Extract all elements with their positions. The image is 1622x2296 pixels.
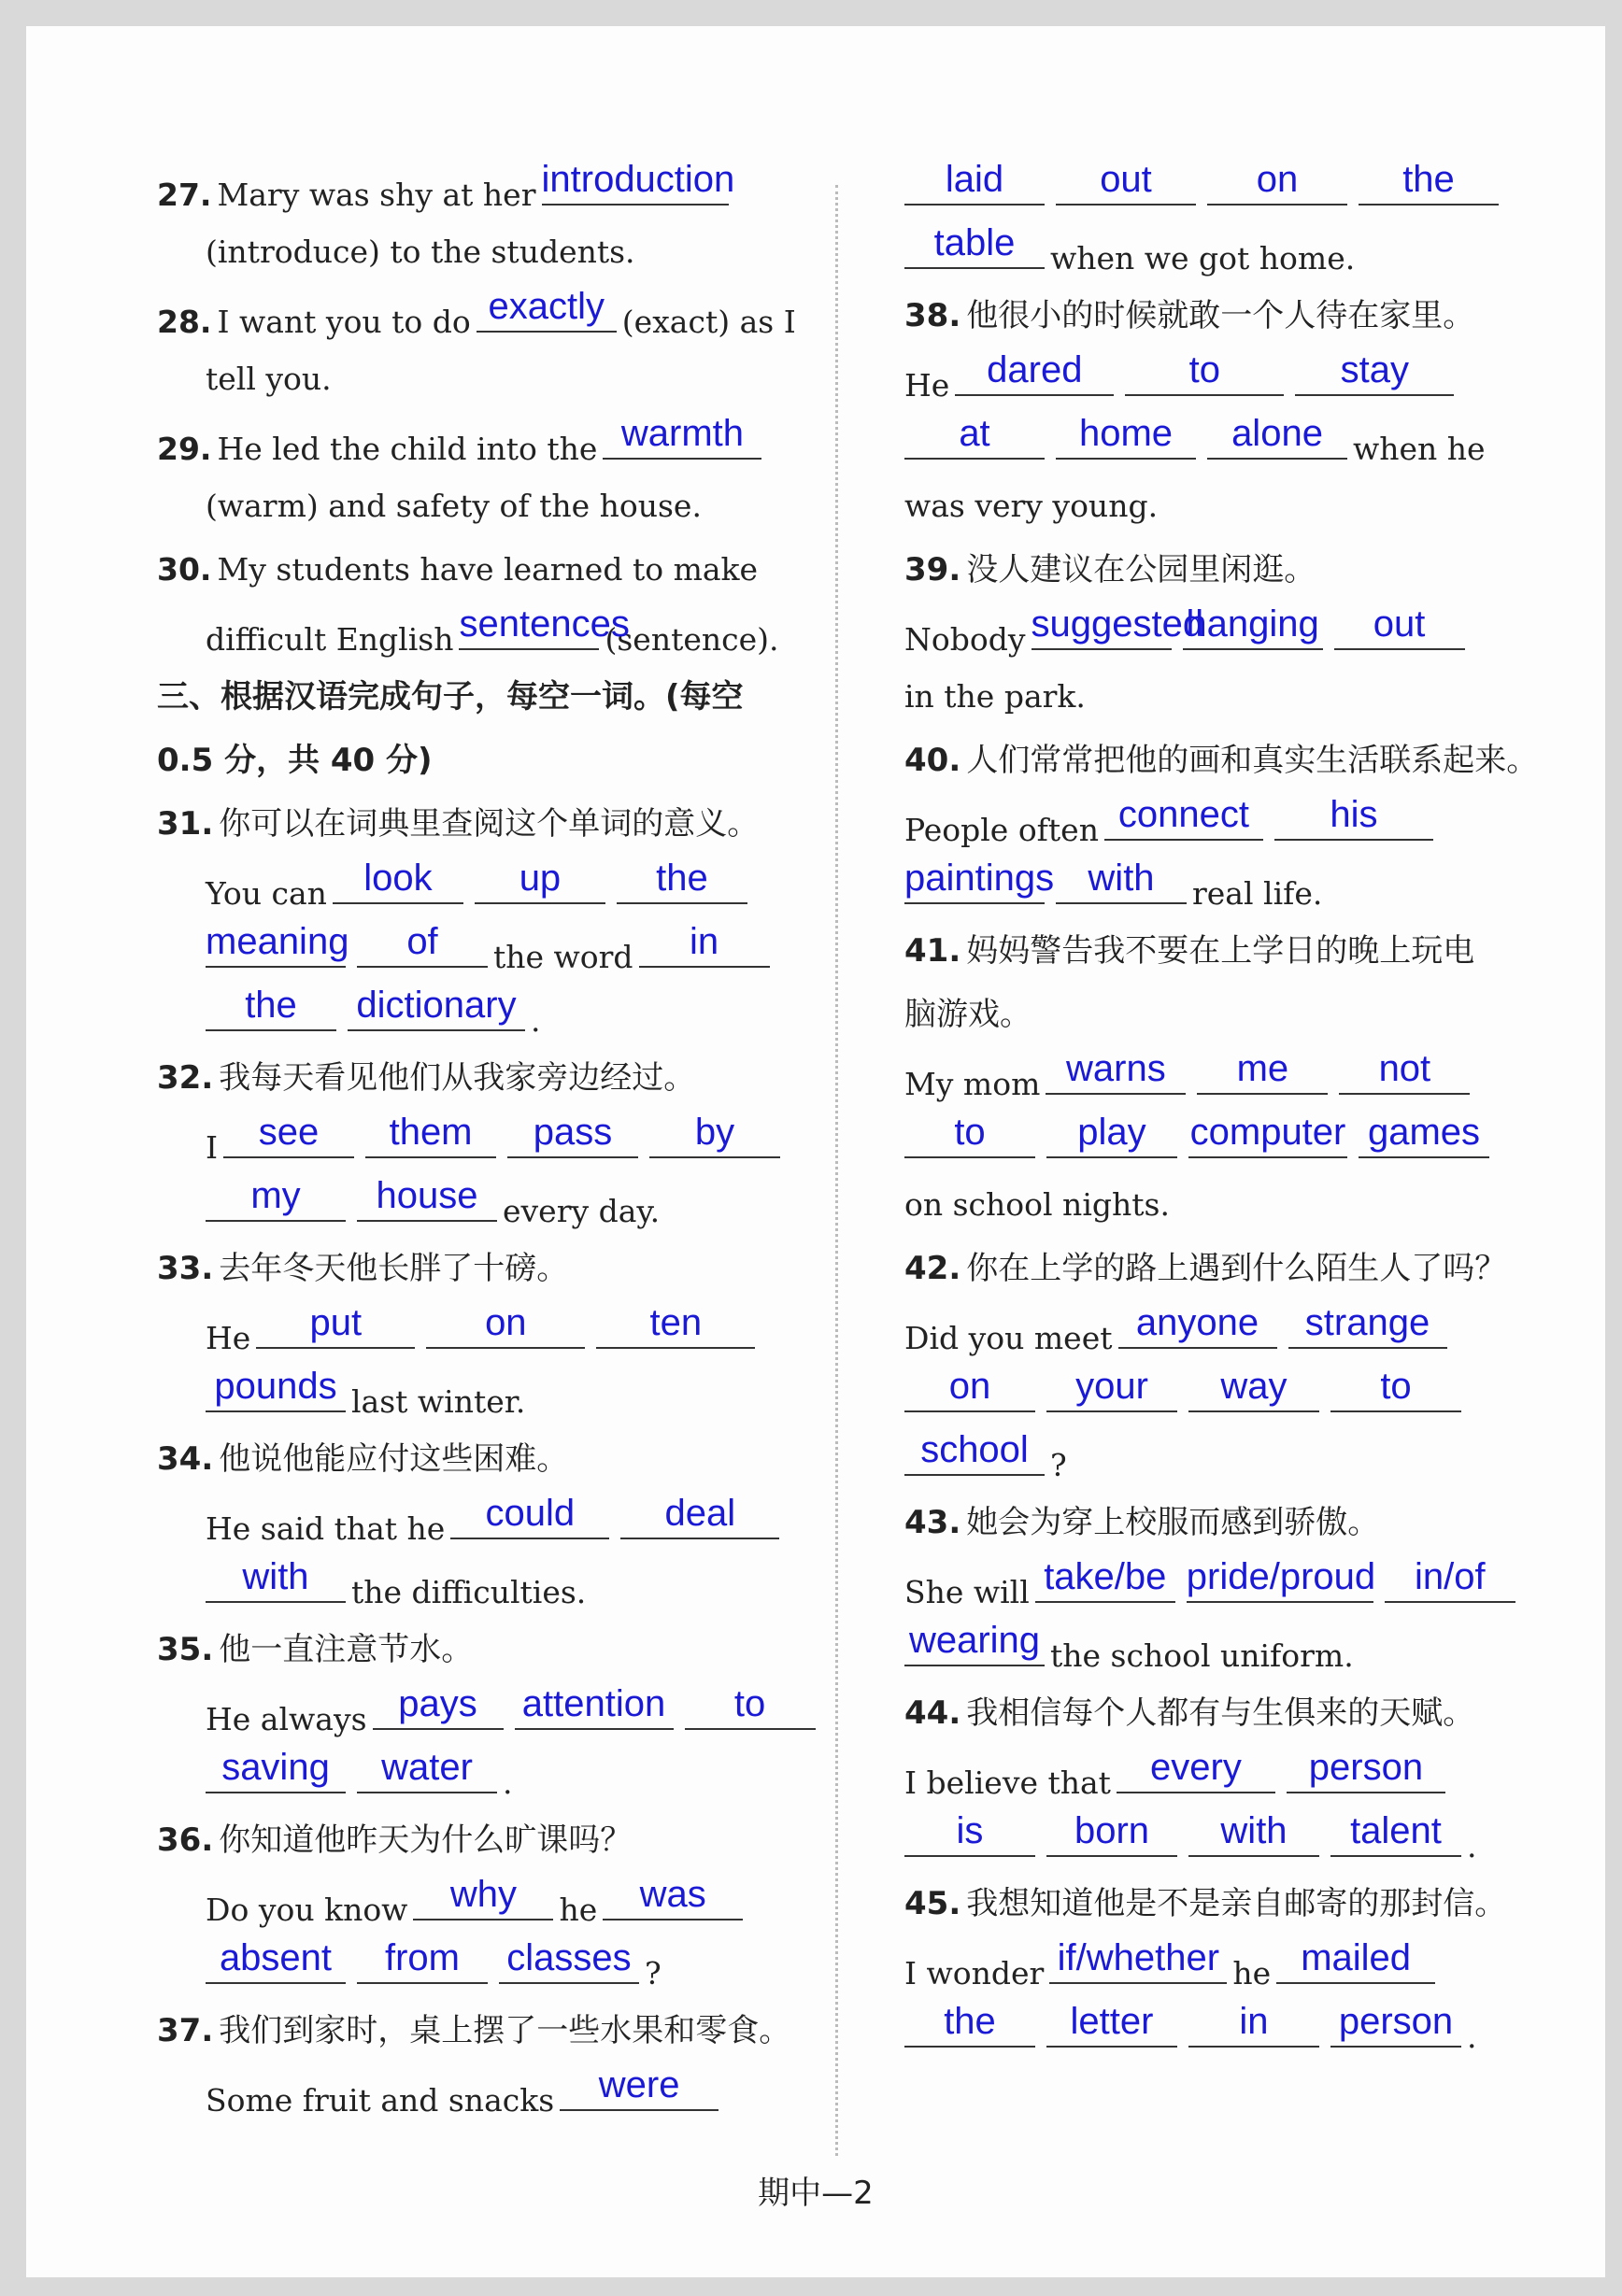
q37-line3: table when we got home. xyxy=(904,220,1549,284)
q38-line3: was very young. xyxy=(904,488,1159,524)
q31-line3: the dictionary . xyxy=(157,983,802,1046)
column-divider xyxy=(835,185,838,2156)
q33-line2: pounds last winter. xyxy=(157,1364,802,1427)
q39-line2: in the park. xyxy=(904,678,1086,715)
worksheet-page xyxy=(26,26,1605,2277)
answer-blank: pass xyxy=(507,1110,638,1158)
answer-blank: look xyxy=(333,856,463,904)
answer-blank: to xyxy=(1125,347,1284,396)
answer-blank: not xyxy=(1339,1046,1470,1095)
answer-blank: meaning xyxy=(206,919,346,968)
q33-cn: 33. 去年冬天他长胖了十磅。 xyxy=(157,1250,569,1287)
q41-line1: My mom warns me not xyxy=(904,1046,1549,1110)
answer-blank: pays xyxy=(373,1681,504,1730)
q44-cn: 44. 我相信每个人都有与生俱来的天赋。 xyxy=(904,1694,1475,1732)
answer-blank: connect xyxy=(1104,792,1263,841)
q31-line2: meaning of the word in xyxy=(157,919,802,983)
answer-blank: person xyxy=(1287,1745,1445,1793)
answer-blank: from xyxy=(357,1935,488,1984)
answer-blank: alone xyxy=(1207,411,1347,460)
answer-blank: me xyxy=(1197,1046,1328,1095)
answer-blank: dared xyxy=(955,347,1114,396)
q41-line2 xyxy=(904,1110,1549,1173)
q28-line1: 28. I want you to do exactly (exact) as I xyxy=(157,286,796,340)
right-column xyxy=(904,157,1549,2062)
q44-line2: is born with talent . xyxy=(904,1808,1549,1872)
answer-blank: house xyxy=(357,1173,497,1222)
q34-line2: with the difficulties. xyxy=(157,1554,802,1618)
answer-blank: with xyxy=(1188,1808,1319,1857)
answer-blank: on xyxy=(1207,157,1347,206)
q42-line1: Did you meet anyone strange xyxy=(904,1300,1549,1364)
answer-blank: anyone xyxy=(1118,1300,1277,1349)
q35-line2: saving water . xyxy=(157,1745,802,1808)
answer-blank: was xyxy=(603,1872,743,1920)
q27-line2: (introduce) to the students. xyxy=(206,234,635,270)
answer-blank: exactly xyxy=(477,284,617,333)
q37-cn: 37. 我们到家时，桌上摆了一些水果和零食。 xyxy=(157,2012,791,2049)
answer-blank: put xyxy=(256,1300,415,1349)
answer-blank: with xyxy=(206,1554,346,1603)
q37-line1: Some fruit and snacks were xyxy=(157,2062,802,2126)
answer-blank: his xyxy=(1274,792,1433,841)
page-footer: 期中—2 xyxy=(758,2175,874,2212)
answer-blank: the xyxy=(904,1999,1035,2048)
answer-blank: take/be xyxy=(1035,1554,1175,1603)
answer-blank: deal xyxy=(620,1491,779,1539)
answer-blank: suggested xyxy=(1032,602,1172,650)
answer-blank: if/whether xyxy=(1049,1935,1227,1984)
answer-blank: hanging xyxy=(1183,602,1323,650)
q30-line1: 30. My students have learned to make xyxy=(157,551,759,588)
answer-blank: stay xyxy=(1295,347,1454,396)
q42-line2 xyxy=(904,1364,1549,1427)
answer-blank: table xyxy=(904,220,1045,269)
left-column xyxy=(157,157,802,2126)
answer-blank: in xyxy=(1188,1999,1319,2048)
answer-blank: every xyxy=(1117,1745,1275,1793)
q40-line1: People often connect his xyxy=(904,792,1549,856)
q33-line1: He put on ten xyxy=(157,1300,802,1364)
q35-line1: He always pays attention to xyxy=(157,1681,802,1745)
answer-blank: pride/proud xyxy=(1187,1554,1373,1603)
q38-cn: 38. 他很小的时候就敢一个人待在家里。 xyxy=(904,297,1475,334)
answer-blank: in xyxy=(639,919,770,968)
answer-blank: up xyxy=(475,856,605,904)
answer-blank: letter xyxy=(1046,1999,1177,2048)
answer-blank: could xyxy=(450,1491,609,1539)
answer-blank: in/of xyxy=(1385,1554,1515,1603)
q32-line1: I see them pass by xyxy=(157,1110,802,1173)
answer-blank: saving xyxy=(206,1745,346,1793)
answer-blank: to xyxy=(685,1681,816,1730)
answer-blank: see xyxy=(223,1110,354,1158)
section-heading-2: 0.5 分，共 40 分) xyxy=(157,742,433,779)
q36-cn: 36. 你知道他昨天为什么旷课吗？ xyxy=(157,1821,633,1859)
answer-blank: why xyxy=(413,1872,553,1920)
answer-blank: of xyxy=(357,919,488,968)
answer-blank: laid xyxy=(904,157,1045,206)
answer-blank: paintings xyxy=(904,856,1045,904)
q32-cn: 32. 我每天看见他们从我家旁边经过。 xyxy=(157,1059,696,1097)
answer-blank: born xyxy=(1046,1808,1177,1857)
q41-cn2: 脑游戏。 xyxy=(904,996,1032,1033)
q44-line1: I believe that every person xyxy=(904,1745,1549,1808)
q32-line2: my house every day. xyxy=(157,1173,802,1237)
answer-blank: by xyxy=(649,1110,780,1158)
answer-blank: is xyxy=(904,1808,1035,1857)
answer-blank: school xyxy=(904,1427,1045,1476)
answer-blank: strange xyxy=(1288,1300,1447,1349)
answer-blank: out xyxy=(1334,602,1465,650)
q41-line3: on school nights. xyxy=(904,1186,1170,1223)
q35-cn: 35. 他一直注意节水。 xyxy=(157,1631,474,1668)
q42-line3: school ? xyxy=(904,1427,1549,1491)
section-heading: 三、根据汉语完成句子，每空一词。(每空 xyxy=(157,678,744,716)
q41-cn: 41. 妈妈警告我不要在上学日的晚上玩电 xyxy=(904,932,1475,970)
q34-cn: 34. 他说他能应付这些困难。 xyxy=(157,1440,569,1478)
answer-blank: absent xyxy=(206,1935,346,1984)
q43-line2: wearing the school uniform. xyxy=(904,1618,1549,1681)
q45-line2: the letter in person . xyxy=(904,1999,1549,2062)
q37-line2 xyxy=(904,157,1549,220)
answer-blank: your xyxy=(1046,1364,1177,1412)
answer-blank: way xyxy=(1188,1364,1319,1412)
q42-cn: 42. 你在上学的路上遇到什么陌生人了吗？ xyxy=(904,1250,1507,1287)
answer-blank: the xyxy=(617,856,747,904)
answer-blank: were xyxy=(560,2062,719,2111)
q39-cn: 39. 没人建议在公园里闲逛。 xyxy=(904,551,1316,588)
answer-blank: introduction xyxy=(542,157,729,206)
answer-blank: talent xyxy=(1330,1808,1461,1857)
q40-cn: 40. 人们常常把他的画和真实生活联系起来。 xyxy=(904,742,1539,779)
answer-blank: computer xyxy=(1188,1110,1347,1158)
answer-blank: at xyxy=(904,411,1045,460)
q30-line2: difficult English sentences (sentence). xyxy=(206,603,779,658)
answer-blank: wearing xyxy=(904,1618,1045,1666)
answer-blank: person xyxy=(1330,1999,1461,2048)
answer-blank: mailed xyxy=(1276,1935,1435,1984)
q36-line1: Do you know why he was xyxy=(157,1872,802,1935)
q34-line1: He said that he could deal xyxy=(157,1491,802,1554)
answer-blank: classes xyxy=(499,1935,639,1984)
q29-line1: 29. He led the child into the warmth xyxy=(157,411,802,475)
answer-blank: my xyxy=(206,1173,346,1222)
q39-line1: Nobody suggested hanging out xyxy=(904,602,1549,665)
answer-blank: the xyxy=(206,983,336,1031)
answer-blank: attention xyxy=(515,1681,674,1730)
answer-blank: ten xyxy=(596,1300,755,1349)
q29-line2: (warm) and safety of the house. xyxy=(206,488,702,524)
q43-cn: 43. 她会为穿上校服而感到骄傲。 xyxy=(904,1504,1380,1541)
q45-line1: I wonder if/whether he mailed xyxy=(904,1935,1549,1999)
answer-blank: on xyxy=(904,1364,1035,1412)
answer-blank: out xyxy=(1056,157,1196,206)
answer-blank: them xyxy=(365,1110,496,1158)
answer-blank: dictionary xyxy=(348,983,525,1031)
q45-cn: 45. 我想知道他是不是亲自邮寄的那封信。 xyxy=(904,1885,1507,1922)
q43-line1: She will take/be pride/proud in/of xyxy=(904,1554,1549,1618)
q31-cn: 31. 你可以在词典里查阅这个单词的意义。 xyxy=(157,805,760,843)
answer-blank: warmth xyxy=(603,411,761,460)
answer-blank: pounds xyxy=(206,1364,346,1412)
q31-line1: You can look up the xyxy=(157,856,802,919)
answer-blank: to xyxy=(904,1110,1035,1158)
answer-blank: on xyxy=(426,1300,585,1349)
q27-line1: 27. Mary was shy at her introduction xyxy=(157,159,735,213)
q38-line1: He dared to stay xyxy=(904,347,1549,411)
answer-blank: with xyxy=(1056,856,1187,904)
answer-blank: sentences xyxy=(459,602,599,650)
answer-blank: the xyxy=(1359,157,1499,206)
answer-blank: water xyxy=(357,1745,497,1793)
answer-blank: to xyxy=(1330,1364,1461,1412)
q28-line2: tell you. xyxy=(206,361,332,397)
answer-blank: home xyxy=(1056,411,1196,460)
q40-line2: paintings with real life. xyxy=(904,857,1323,912)
q36-line2: absent from classes ? xyxy=(157,1935,802,1999)
answer-blank: play xyxy=(1046,1110,1177,1158)
answer-blank: games xyxy=(1359,1110,1489,1158)
answer-blank: warns xyxy=(1046,1046,1186,1095)
q38-line2: at home alone when he xyxy=(904,411,1549,475)
